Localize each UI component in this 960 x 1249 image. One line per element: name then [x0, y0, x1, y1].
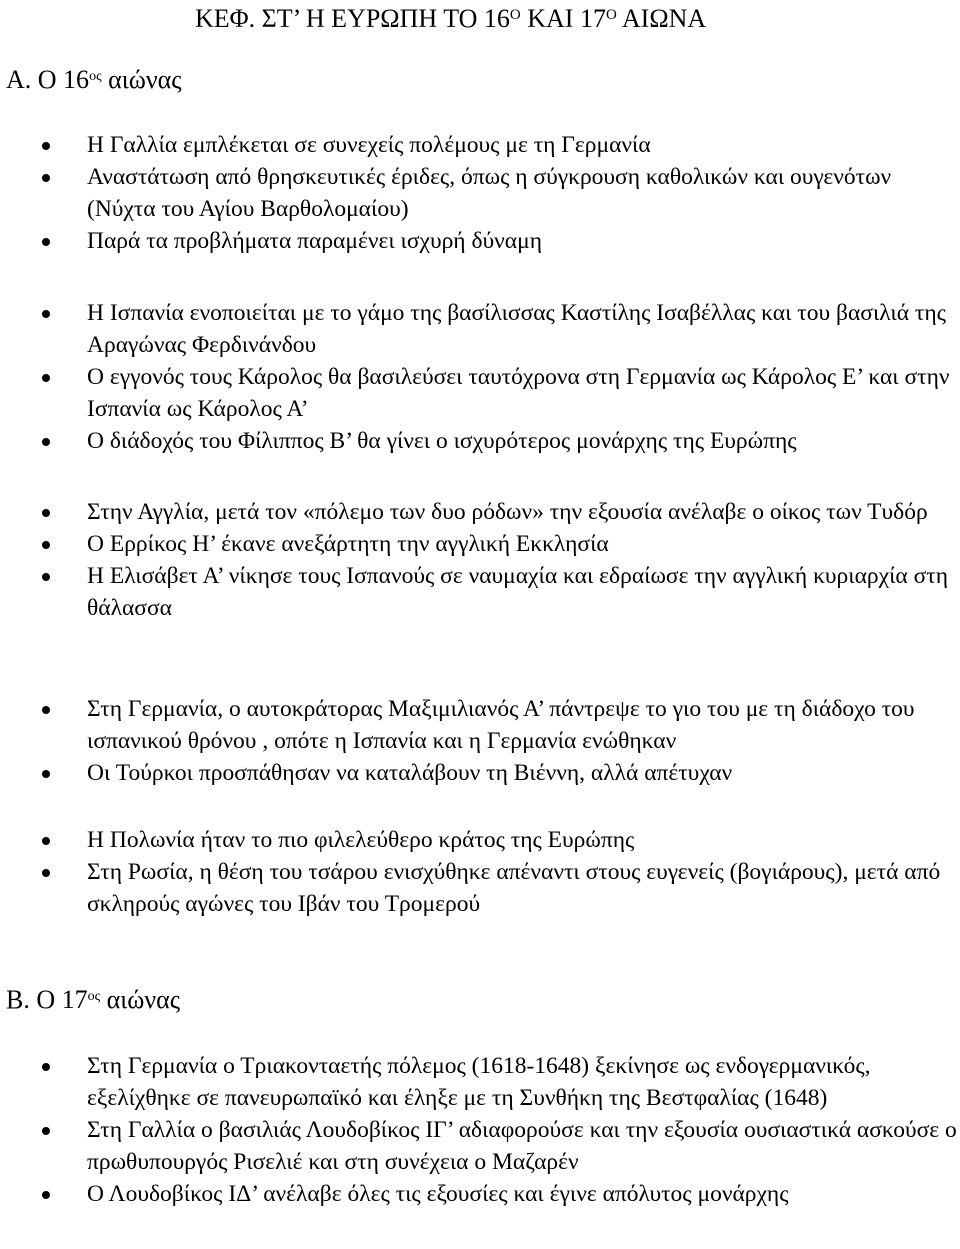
list-item: Η Πολωνία ήταν το πιο φιλελεύθερο κράτος της Ευρώπης — [0, 824, 960, 856]
title-text-middle: ΚΑΙ 17 — [520, 4, 606, 33]
title-text-suffix: ΑΙΩΝΑ — [616, 4, 707, 33]
page-title — [195, 4, 706, 34]
list-item: Ο διάδοχός του Φίλιππος Β’ θα γίνει ο ισχυρότερος μονάρχης της Ευρώπης — [0, 425, 960, 457]
section-b-prefix: Β. Ο 17 — [6, 985, 88, 1014]
section-a-prefix: Α. Ο 16 — [6, 65, 90, 94]
section-heading-a — [6, 65, 182, 95]
section-a-suffix: αιώνας — [101, 65, 182, 94]
bullet-list-germany-16th — [0, 693, 960, 789]
bullet-icon — [42, 374, 50, 382]
title-superscript-2: Ο — [605, 7, 617, 23]
list-item: Στη Γερμανία, ο αυτοκράτορας Μαξιμιλιανός Α’ πάντρεψε το γιο του με τη διάδοχο του ισπανικού θρόνου , οπότε η Ισπανία και η Γερμανία ενώθηκαν — [0, 693, 960, 757]
list-item: Στη Γερμανία ο Τριακονταετής πόλεμος (1618-1648) ξεκίνησε ως ενδογερμανικός, εξελίχθηκε σε πανευρωπαϊκό και έληξε με τη Συνθήκη της Βεστφαλίας (1648) — [0, 1050, 960, 1114]
bullet-icon — [42, 837, 50, 845]
title-text-prefix: ΚΕΦ. ΣΤ’ Η ΕΥΡΩΠΗ ΤΟ 16 — [195, 4, 510, 33]
bullet-icon — [42, 1063, 50, 1071]
bullet-list-poland-russia-16th — [0, 824, 960, 920]
list-item: Στη Γαλλία ο βασιλιάς Λουδοβίκος ΙΓ’ αδιαφορούσε και την εξουσία ουσιαστικά ασκούσε ο πρωθυπουργός Ρισελιέ και στη συνέχεια ο Μαζαρέν — [0, 1114, 960, 1178]
bullet-list-17th-century — [0, 1050, 960, 1210]
list-item: Η Ισπανία ενοποιείται με το γάμο της βασίλισσας Καστίλης Ισαβέλλας και του βασιλιά της Αραγώνας Φερδινάνδου — [0, 297, 960, 361]
list-item: Ο Ερρίκος Η’ έκανε ανεξάρτητη την αγγλική Εκκλησία — [0, 528, 960, 560]
list-item: Ο Λουδοβίκος ΙΔ’ ανέλαβε όλες τις εξουσίες και έγινε απόλυτος μονάρχης — [0, 1178, 960, 1210]
list-item: Στη Ρωσία, η θέση του τσάρου ενισχύθηκε απέναντι στους ευγενείς (βογιάρους), μετά από σκληρούς αγώνες του Ιβάν του Τρομερού — [0, 856, 960, 920]
bullet-icon — [42, 509, 50, 517]
bullet-icon — [42, 1127, 50, 1135]
list-item: Αναστάτωση από θρησκευτικές έριδες, όπως η σύγκρουση καθολικών και ουγενότων (Νύχτα του Αγίου Βαρθολομαίου) — [0, 161, 960, 225]
title-superscript-1: Ο — [509, 7, 521, 23]
list-item: Ο εγγονός τους Κάρολος θα βασιλεύσει ταυτόχρονα στη Γερμανία ως Κάρολος Ε’ και στην Ισπανία ως Κάρολος Α’ — [0, 361, 960, 425]
section-heading-b — [6, 985, 180, 1015]
list-item: Οι Τούρκοι προσπάθησαν να καταλάβουν τη Βιέννη, αλλά απέτυχαν — [0, 757, 960, 789]
list-item: Παρά τα προβλήματα παραμένει ισχυρή δύναμη — [0, 225, 960, 257]
list-item: Στην Αγγλία, μετά τον «πόλεμο των δυο ρόδων» την εξουσία ανέλαβε ο οίκος των Τυδόρ — [0, 496, 960, 528]
bullet-icon — [42, 706, 50, 714]
list-item: Η Ελισάβετ Α’ νίκησε τους Ισπανούς σε ναυμαχία και εδραίωσε την αγγλική κυριαρχία στη θάλασσα — [0, 560, 960, 624]
bullet-icon — [42, 869, 50, 877]
bullet-icon — [42, 142, 50, 150]
bullet-icon — [42, 541, 50, 549]
bullet-icon — [42, 310, 50, 318]
bullet-list-england-16th — [0, 496, 960, 624]
section-a-superscript: ος — [89, 69, 102, 84]
bullet-icon — [42, 238, 50, 246]
bullet-icon — [42, 174, 50, 182]
section-b-suffix: αιώνας — [100, 985, 181, 1014]
bullet-icon — [42, 438, 50, 446]
bullet-icon — [42, 573, 50, 581]
section-b-superscript: ος — [87, 989, 101, 1004]
bullet-icon — [42, 770, 50, 778]
bullet-icon — [42, 1191, 50, 1199]
list-item: Η Γαλλία εμπλέκεται σε συνεχείς πολέμους με τη Γερμανία — [0, 129, 960, 161]
bullet-list-france-16th — [0, 129, 960, 257]
bullet-list-spain-16th — [0, 297, 960, 457]
